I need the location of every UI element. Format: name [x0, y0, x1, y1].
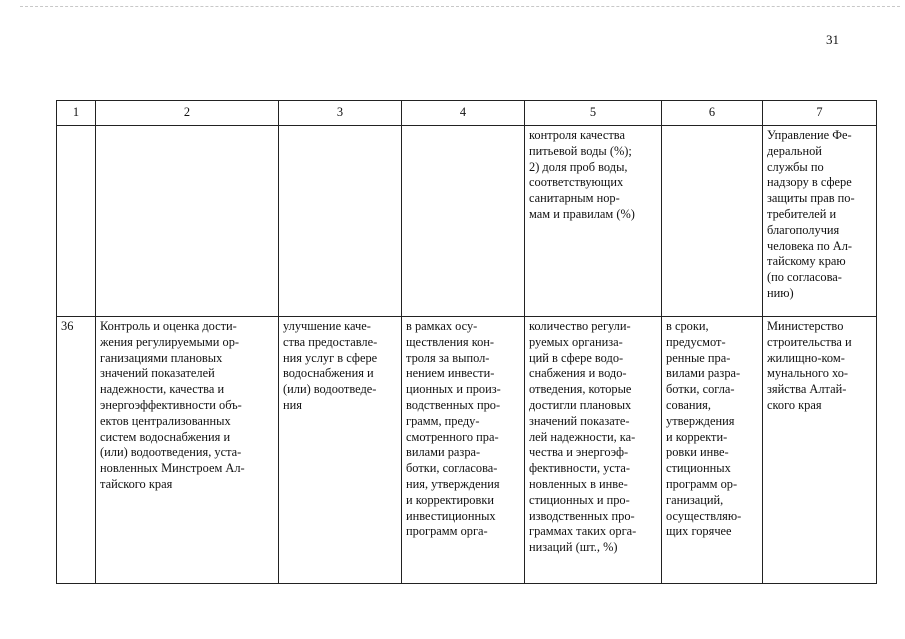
- scan-top-rule: [20, 6, 900, 7]
- header-cell: 3: [279, 101, 402, 126]
- cell-method: [402, 126, 525, 317]
- cell-goal: [279, 126, 402, 317]
- table-row: [57, 126, 877, 317]
- cell-number: [57, 126, 96, 317]
- cell-responsible: Управление Фе- деральной службы по надзору в сфере защиты прав по- требителей и благополучия человека по Ал- тайскому краю (по согласова- нию): [763, 126, 877, 317]
- table-header-row: [57, 101, 877, 126]
- cell-indicator: количество регули- руемых организа- ций в сфере водо- снабжения и водо- отведения, которые достигли плановых значений показате- лей надежности, ка- чества и энергоэф- фективности, уста- новленных в инве- стиционных и про- изводственных про- граммах таких орга- низаций (шт., %): [525, 317, 662, 584]
- header-cell: 1: [57, 101, 96, 126]
- header-cell: 4: [402, 101, 525, 126]
- cell-goal: улучшение каче- ства предоставле- ния услуг в сфере водоснабжения и (или) водоотведе- ния: [279, 317, 402, 584]
- cell-method: в рамках осу- ществления кон- троля за выпол- нением инвести- ционных и произ- водственных про- грамм, преду- смотренного пра- вилами разра- ботки, согласова- ния, утверждения и корректировки инвестиционных программ орга-: [402, 317, 525, 584]
- document-table: [56, 100, 877, 584]
- table-row: [57, 317, 877, 584]
- header-cell: 7: [763, 101, 877, 126]
- header-cell: 6: [662, 101, 763, 126]
- cell-deadline: в сроки, предусмот- ренные пра- вилами разра- ботки, согла- сования, утверждения и корректи- ровки инве- стиционных программ ор- ганизаций, осуществляю- щих горячее: [662, 317, 763, 584]
- cell-number: 36: [57, 317, 96, 584]
- page-number: 31: [826, 32, 839, 47]
- cell-activity: [96, 126, 279, 317]
- cell-responsible: Министерство строительства и жилищно-ком- мунального хо- зяйства Алтай- ского края: [763, 317, 877, 584]
- header-cell: 5: [525, 101, 662, 126]
- cell-indicator: контроля качества питьевой воды (%); 2) доля проб воды, соответствующих санитарным нор- мам и правилам (%): [525, 126, 662, 317]
- header-cell: 2: [96, 101, 279, 126]
- cell-deadline: [662, 126, 763, 317]
- cell-activity: Контроль и оценка дости- жения регулируемыми ор- ганизациями плановых значений показателей надежности, качества и энергоэффективности объ- ектов централизованных систем водоснабжения и (или) водоотведения, уста- новленных Минстроем Ал- тайского края: [96, 317, 279, 584]
